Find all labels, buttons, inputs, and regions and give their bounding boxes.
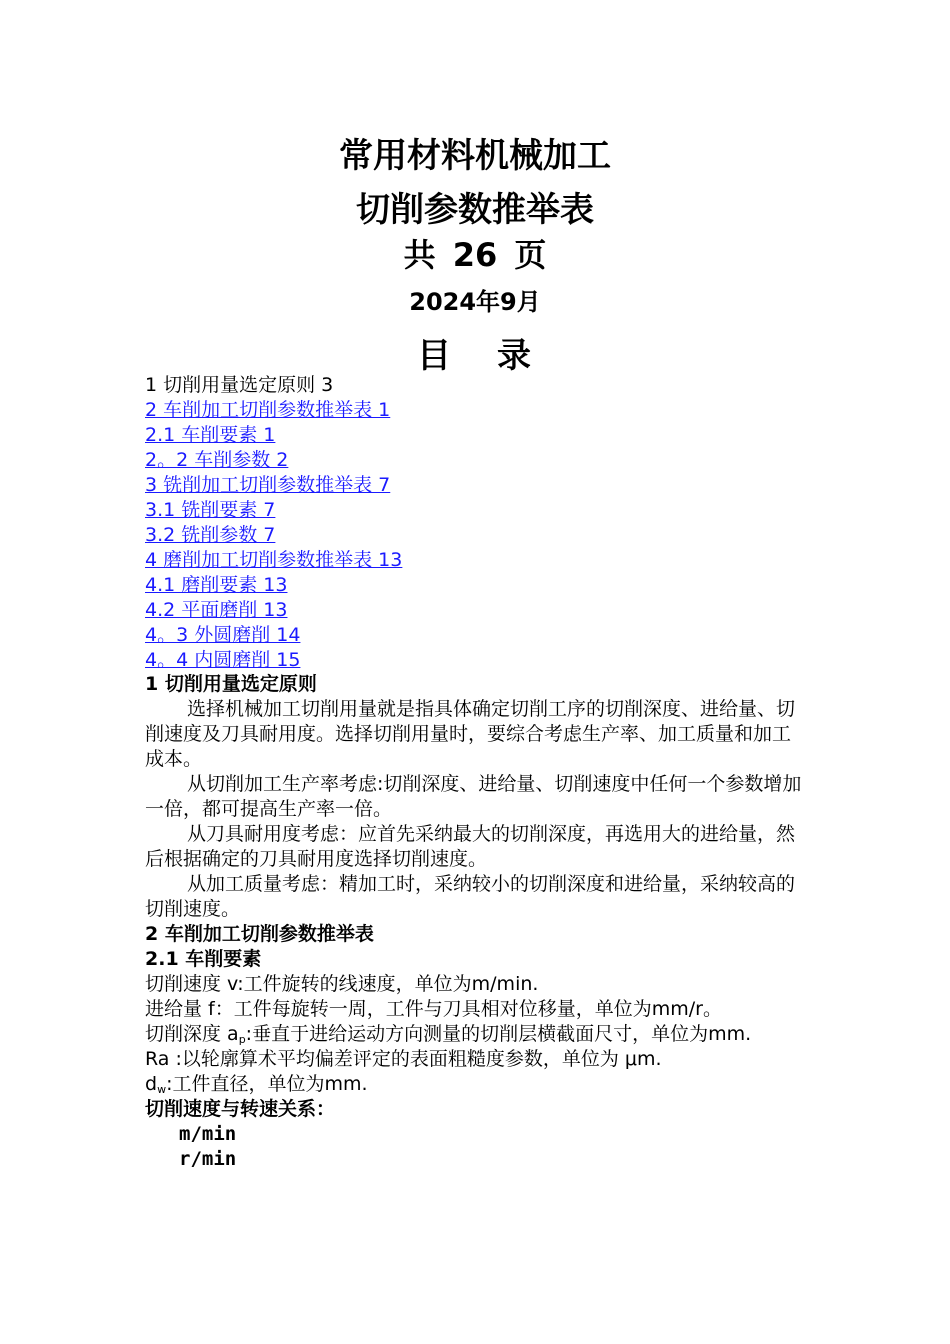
title-line-1: 常用材料机械加工: [339, 136, 611, 176]
page-count: 共 26 页: [403, 236, 547, 274]
definition-dw: $d_w$:工件直径，单位为mm.: [145, 1073, 368, 1096]
definition-f: 进给量 f：工件每旋转一周，工件与刀具相对位移量，单位为mm/r。: [145, 998, 722, 1020]
toc-entry-4-3: [145, 623, 402, 648]
section-2-1-heading: 2.1 车削要素: [145, 948, 262, 970]
toc-link[interactable]: 4。4 内圆磨削 15: [145, 649, 301, 671]
formula-unit-rpm: r/min: [179, 1148, 237, 1170]
document-date: 2024年9月: [409, 288, 541, 316]
definition-ap: 切削深度 $a_p$:垂直于进给运动方向测量的切削层横截面尺寸，单位为mm.: [145, 1023, 752, 1046]
relation-heading: 切削速度与转速关系：: [145, 1098, 336, 1120]
toc-entry-2: [145, 398, 402, 423]
toc-entry-2-2: [145, 448, 402, 473]
toc-entry-3-1: [145, 498, 402, 523]
toc-heading-left: 目: [417, 336, 453, 376]
paragraph: 选择机械加工切削用量就是指具体确定切削工序的切削深度、进给量、切削速度及刀具耐用度。选择切削用量时，要综合考虑生产率、加工质量和加工成本。: [145, 698, 796, 770]
paragraph: 从刀具耐用度考虑：应首先采纳最大的切削深度，再选用大的进给量，然后根据确定的刀具耐用度选择切削速度。: [145, 823, 796, 870]
toc-link[interactable]: 4。3 外圆磨削 14: [145, 624, 301, 646]
toc-entry-1: [145, 373, 402, 398]
toc-link[interactable]: 2 车削加工切削参数推举表 1: [145, 399, 391, 421]
toc-link[interactable]: 3.1 铣削要素 7: [145, 499, 276, 521]
toc-link[interactable]: 3.2 铣削参数 7: [145, 524, 276, 546]
paragraph: 从加工质量考虑：精加工时，采纳较小的切削深度和进给量，采纳较高的切削速度。: [145, 873, 796, 920]
toc-link[interactable]: 4.2 平面磨削 13: [145, 599, 288, 621]
table-of-contents: [145, 373, 402, 673]
toc-heading: [0, 328, 950, 377]
toc-link[interactable]: 4 磨削加工切削参数推举表 13: [145, 549, 403, 571]
document-body: [145, 672, 807, 1172]
definition-v: 切削速度 v:工件旋转的线速度，单位为m/min.: [145, 973, 539, 995]
formula-unit-speed: m/min: [179, 1123, 237, 1145]
toc-entry-4: [145, 548, 402, 573]
toc-link[interactable]: 2。2 车削参数 2: [145, 449, 289, 471]
toc-entry-3: [145, 473, 402, 498]
paragraph: 从切削加工生产率考虑:切削深度、进给量、切削速度中任何一个参数增加一倍，都可提高生产率一倍。: [145, 773, 802, 820]
toc-entry-4-4: [145, 648, 402, 673]
toc-text: 1 切削用量选定原则 3: [145, 374, 334, 396]
toc-heading-right: 录: [497, 336, 533, 376]
toc-entry-4-2: [145, 598, 402, 623]
toc-link[interactable]: 2.1 车削要素 1: [145, 424, 276, 446]
section-1-heading: 1 切削用量选定原则: [145, 673, 317, 695]
toc-link[interactable]: 3 铣削加工切削参数推举表 7: [145, 474, 391, 496]
toc-entry-3-2: [145, 523, 402, 548]
definition-ra: Ra :以轮廓算术平均偏差评定的表面粗糙度参数，单位为 μm.: [145, 1048, 662, 1070]
section-2-heading: 2 车削加工切削参数推举表: [145, 923, 374, 945]
toc-entry-2-1: [145, 423, 402, 448]
title-line-2: 切削参数推举表: [356, 190, 594, 230]
toc-link[interactable]: 4.1 磨削要素 13: [145, 574, 288, 596]
toc-entry-4-1: [145, 573, 402, 598]
